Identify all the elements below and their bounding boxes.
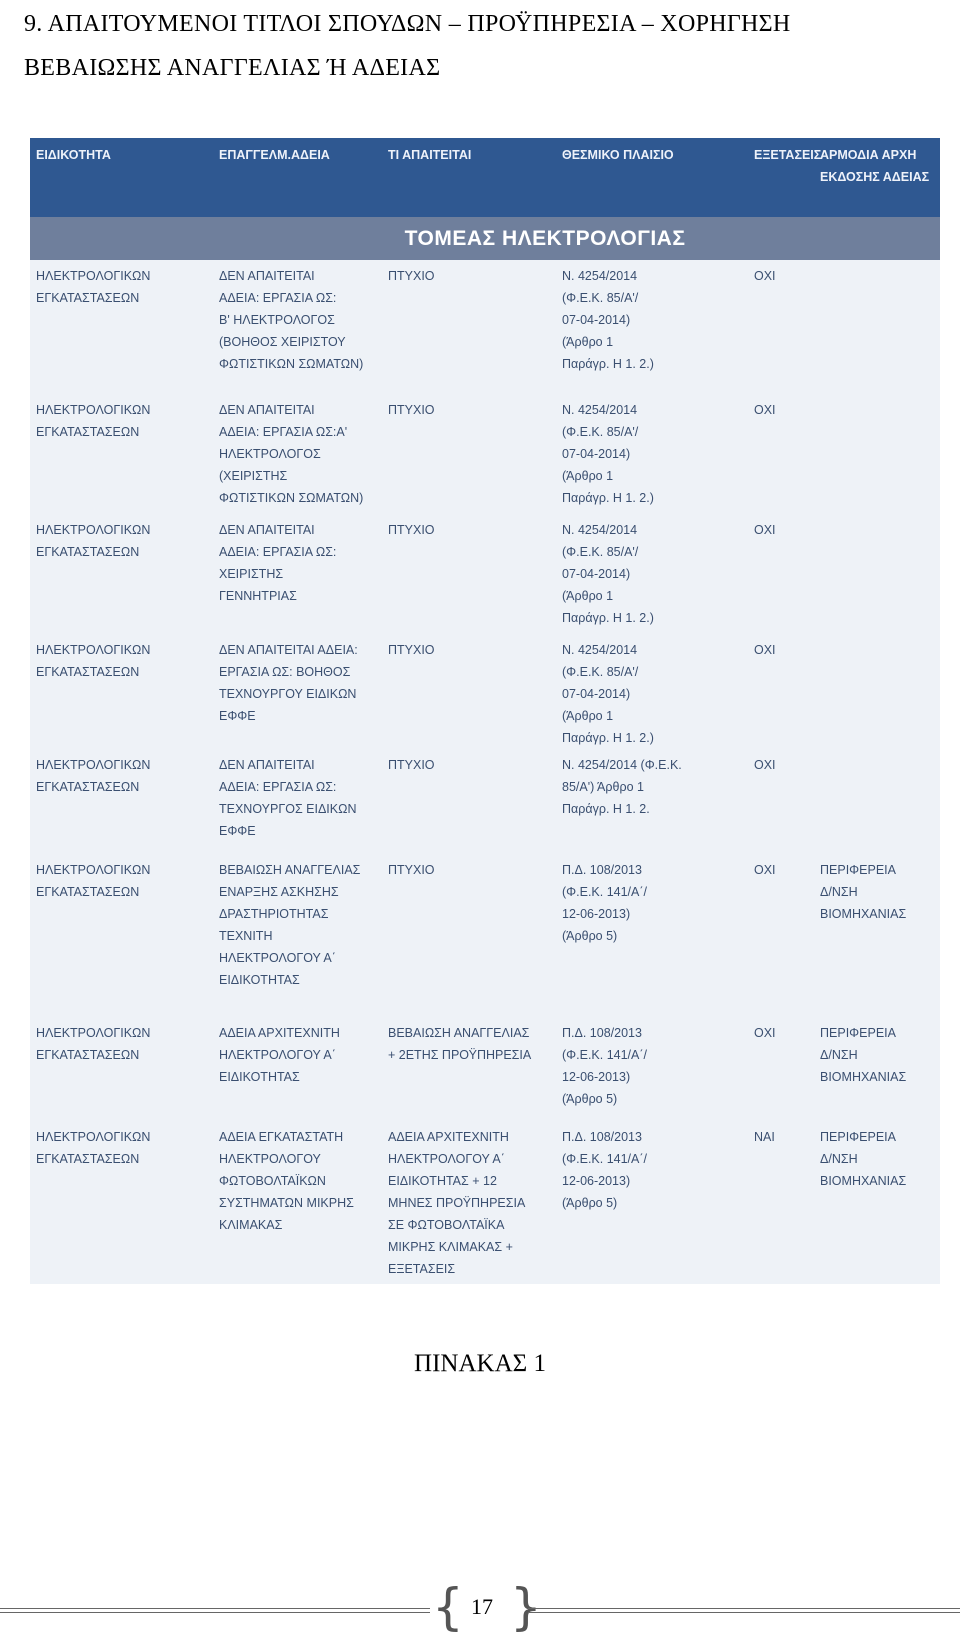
cell-authority [814,519,940,639]
table-header-row [30,138,940,217]
cell-specialty: ΗΛΕΚΤΡΟΛΟΓΙΚΩΝ ΕΓΚΑΤΑΣΤΑΣΕΩΝ [36,403,151,439]
cell-authority [814,265,940,399]
header-professional-license: ΕΠΑΓΓΕΛΜ.ΑΔΕΙΑ [219,148,330,162]
cell-authority [814,754,940,859]
header-legal-framework: ΘΕΣΜΙΚΟ ΠΛΑΙΣΙΟ [562,148,674,162]
cell-specialty: ΗΛΕΚΤΡΟΛΟΓΙΚΩΝ ΕΓΚΑΤΑΣΤΑΣΕΩΝ [36,1130,151,1166]
cell-exams: ΟΧΙ [754,758,776,772]
table-row [30,519,940,639]
header-requirements: ΤΙ ΑΠΑΙΤΕΙΤΑΙ [388,148,472,162]
cell-legal: Ν. 4254/2014 (Φ.Ε.Κ. 85/Α'/ 07-04-2014) (Άρθρο 1 Παράγρ. Η 1. 2.) [562,403,654,505]
cell-authority [814,399,940,519]
footer-rule-left-inner [0,1612,430,1613]
footer-rule-right-inner [528,1612,960,1613]
cell-license: ΔΕΝ ΑΠΑΙΤΕΙΤΑΙ ΑΔΕΙΑ: ΕΡΓΑΣΙΑ ΩΣ:Α' ΗΛΕΚΤΡΟΛΟΓΟΣ (ΧΕΙΡΙΣΤΗΣ ΦΩΤΙΣΤΙΚΩΝ ΣΩΜΑΤΩΝ) [219,403,364,505]
table-caption: ΠΙΝΑΚΑΣ 1 [414,1350,546,1377]
header-issuing-authority: ΑΡΜΟΔΙΑ ΑΡΧΗ ΕΚΔΟΣΗΣ ΑΔΕΙΑΣ [820,148,930,184]
cell-requirement: ΠΤΥΧΙΟ [388,403,435,417]
cell-legal: Π.Δ. 108/2013 (Φ.Ε.Κ. 141/Α΄/ 12-06-2013) (Άρθρο 5) [562,1026,648,1106]
cell-legal: Ν. 4254/2014 (Φ.Ε.Κ. 85/Α') Άρθρο 1 Παράγρ. Η 1. 2. [562,758,682,816]
cell-authority: ΠΕΡΙΦΕΡΕΙΑ Δ/ΝΣΗ ΒΙΟΜΗΧΑΝΙΑΣ [820,863,907,921]
header-exams: ΕΞΕΤΑΣΕΙΣ [754,148,822,162]
cell-license: ΔΕΝ ΑΠΑΙΤΕΙΤΑΙ ΑΔΕΙΑ: ΕΡΓΑΣΙΑ ΩΣ: Β' ΗΛΕΚΤΡΟΛΟΓΟΣ (ΒΟΗΘΟΣ ΧΕΙΡΙΣΤΟΥ ΦΩΤΙΣΤΙΚΩΝ ΣΩΜΑΤΩΝ) [219,269,364,371]
cell-license: ΑΔΕΙΑ ΑΡΧΙΤΕΧΝΙΤΗ ΗΛΕΚΤΡΟΛΟΓΟΥ Α΄ ΕΙΔΙΚΟΤΗΤΑΣ [219,1026,340,1084]
table-row [30,1126,940,1284]
cell-specialty: ΗΛΕΚΤΡΟΛΟΓΙΚΩΝ ΕΓΚΑΤΑΣΤΑΣΕΩΝ [36,1026,151,1062]
cell-exams: ΟΧΙ [754,523,776,537]
sector-title: ΤΟΜΕΑΣ ΗΛΕΚΤΡΟΛΟΓΙΑΣ [30,217,940,260]
cell-authority: ΠΕΡΙΦΕΡΕΙΑ Δ/ΝΣΗ ΒΙΟΜΗΧΑΝΙΑΣ [820,1130,907,1188]
cell-license: ΑΔΕΙΑ ΕΓΚΑΤΑΣΤΑΤΗ ΗΛΕΚΤΡΟΛΟΓΟΥ ΦΩΤΟΒΟΛΤΑΪΚΩΝ ΣΥΣΤΗΜΑΤΩΝ ΜΙΚΡΗΣ ΚΛΙΜΑΚΑΣ [219,1130,354,1232]
cell-specialty: ΗΛΕΚΤΡΟΛΟΓΙΚΩΝ ΕΓΚΑΤΑΣΤΑΣΕΩΝ [36,643,151,679]
cell-exams: ΟΧΙ [754,269,776,283]
cell-authority: ΠΕΡΙΦΕΡΕΙΑ Δ/ΝΣΗ ΒΙΟΜΗΧΑΝΙΑΣ [820,1026,907,1084]
cell-exams: ΝΑΙ [754,1130,775,1144]
cell-specialty: ΗΛΕΚΤΡΟΛΟΓΙΚΩΝ ΕΓΚΑΤΑΣΤΑΣΕΩΝ [36,523,151,559]
table-row [30,639,940,754]
cell-license: ΔΕΝ ΑΠΑΙΤΕΙΤΑΙ ΑΔΕΙΑ: ΕΡΓΑΣΙΑ ΩΣ: ΤΕΧΝΟΥΡΓΟΣ ΕΙΔΙΚΩΝ ΕΦΦΕ [219,758,357,838]
cell-requirement: ΠΤΥΧΙΟ [388,643,435,657]
cell-license: ΔΕΝ ΑΠΑΙΤΕΙΤΑΙ ΑΔΕΙΑ: ΕΡΓΑΣΙΑ ΩΣ: ΧΕΙΡΙΣΤΗΣ ΓΕΝΝΗΤΡΙΑΣ [219,523,337,603]
cell-requirement: ΠΤΥΧΙΟ [388,523,435,537]
cell-requirement: ΠΤΥΧΙΟ [388,269,435,283]
header-specialty: ΕΙΔΙΚΟΤΗΤΑ [36,148,111,162]
cell-specialty: ΗΛΕΚΤΡΟΛΟΓΙΚΩΝ ΕΓΚΑΤΑΣΤΑΣΕΩΝ [36,863,151,899]
page-footer [0,1580,960,1634]
cell-requirement: ΠΤΥΧΙΟ [388,863,435,877]
table-row [30,754,940,859]
cell-legal: Ν. 4254/2014 (Φ.Ε.Κ. 85/Α'/ 07-04-2014) (Άρθρο 1 Παράγρ. Η 1. 2.) [562,523,654,625]
page-number: 17 [471,1594,493,1619]
cell-requirement: ΠΤΥΧΙΟ [388,758,435,772]
table-row [30,859,940,1022]
left-brace-icon: { [432,1578,464,1636]
section-heading-line-2: ΒΕΒΑΙΩΣΗΣ ΑΝΑΓΓΕΛΙΑΣ Ή ΑΔΕΙΑΣ [24,55,441,81]
cell-legal: Ν. 4254/2014 (Φ.Ε.Κ. 85/Α'/ 07-04-2014) (Άρθρο 1 Παράγρ. Η 1. 2.) [562,269,654,371]
cell-exams: ΟΧΙ [754,1026,776,1040]
section-heading [24,2,954,90]
licenses-table [30,138,940,1284]
cell-specialty: ΗΛΕΚΤΡΟΛΟΓΙΚΩΝ ΕΓΚΑΤΑΣΤΑΣΕΩΝ [36,758,151,794]
cell-legal: Ν. 4254/2014 (Φ.Ε.Κ. 85/Α'/ 07-04-2014) (Άρθρο 1 Παράγρ. Η 1. 2.) [562,643,654,745]
cell-requirement: ΒΕΒΑΙΩΣΗ ΑΝΑΓΓΕΛΙΑΣ + 2ΕΤΗΣ ΠΡΟΫΠΗΡΕΣΙΑ [388,1026,532,1062]
cell-exams: ΟΧΙ [754,863,776,877]
table-row [30,260,940,399]
cell-license: ΒΕΒΑΙΩΣΗ ΑΝΑΓΓΕΛΙΑΣ ΕΝΑΡΞΗΣ ΑΣΚΗΣΗΣ ΔΡΑΣΤΗΡΙΟΤΗΤΑΣ ΤΕΧΝΙΤΗ ΗΛΕΚΤΡΟΛΟΓΟΥ Α΄ ΕΙΔΙΚΟΤΗΤΑΣ [219,863,361,987]
section-heading-line-1: 9. ΑΠΑΙΤΟΥΜΕΝΟΙ ΤΙΤΛΟΙ ΣΠΟΥΔΩΝ – ΠΡΟΫΠΗΡΕΣΙΑ – ΧΟΡΗΓΗΣΗ [24,11,791,37]
cell-specialty: ΗΛΕΚΤΡΟΛΟΓΙΚΩΝ ΕΓΚΑΤΑΣΤΑΣΕΩΝ [36,269,151,305]
cell-requirement: ΑΔΕΙΑ ΑΡΧΙΤΕΧΝΙΤΗ ΗΛΕΚΤΡΟΛΟΓΟΥ Α΄ ΕΙΔΙΚΟΤΗΤΑΣ + 12 ΜΗΝΕΣ ΠΡΟΫΠΗΡΕΣΙΑ ΣΕ ΦΩΤΟΒΟΛΤΑΪΚΑ ΜΙΚΡΗΣ ΚΛΙΜΑΚΑΣ + ΕΞΕΤΑΣΕΙΣ [388,1130,526,1276]
table-row [30,1022,940,1126]
cell-license: ΔΕΝ ΑΠΑΙΤΕΙΤΑΙ ΑΔΕΙΑ: ΕΡΓΑΣΙΑ ΩΣ: ΒΟΗΘΟΣ ΤΕΧΝΟΥΡΓΟΥ ΕΙΔΙΚΩΝ ΕΦΦΕ [219,643,358,723]
cell-authority [814,639,940,754]
right-brace-icon: } [510,1578,542,1636]
cell-exams: ΟΧΙ [754,643,776,657]
cell-legal: Π.Δ. 108/2013 (Φ.Ε.Κ. 141/Α΄/ 12-06-2013) (Άρθρο 5) [562,1130,648,1210]
cell-exams: ΟΧΙ [754,403,776,417]
footer-rule-left [0,1608,430,1609]
footer-rule-right [528,1608,960,1609]
table-row [30,399,940,519]
cell-legal: Π.Δ. 108/2013 (Φ.Ε.Κ. 141/Α΄/ 12-06-2013) (Άρθρο 5) [562,863,648,943]
